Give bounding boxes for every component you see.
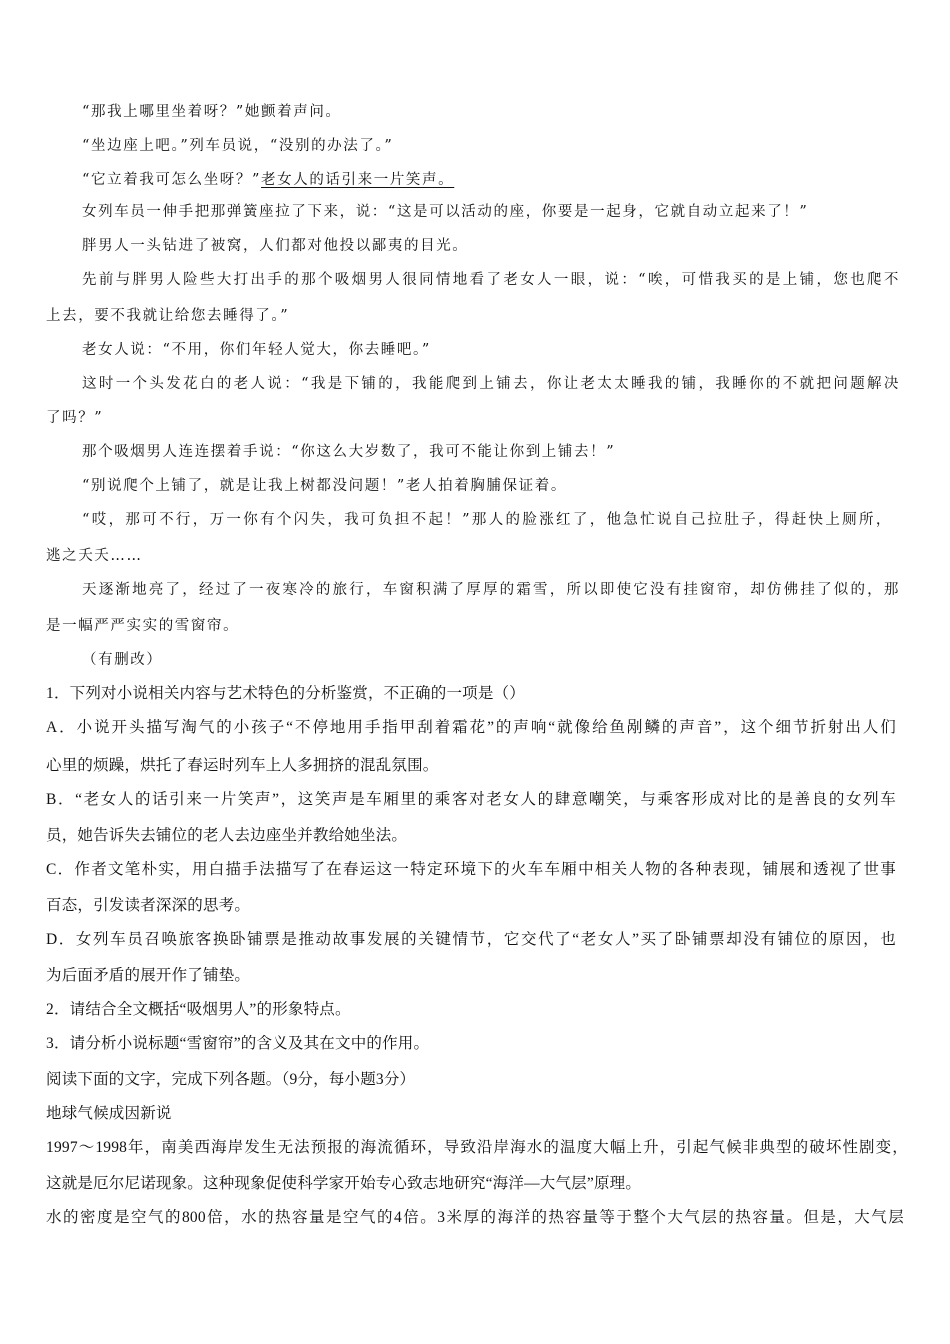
reading-paragraph-line: 这就是厄尔尼诺现象。这种现象促使科学家开始专心致志地研究“海洋—大气层”原理。	[46, 1175, 642, 1192]
story-paragraph: 女列车员一伸手把那弹簧座拉了下来，说：“这是可以活动的座，你要是一起身，它就自动立起来了！”	[82, 204, 809, 220]
story-paragraph: “别说爬个上铺了，就是让我上树都没问题！”老人拍着胸脯保证着。	[82, 478, 567, 494]
option-c-line: 百态，引发读者深深的思考。	[46, 897, 251, 914]
option-b-line: 员，她告诉失去铺位的老人去边座坐并教给她坐法。	[46, 827, 408, 844]
option-d-line: D．女列车员召唤旅客换卧铺票是推动故事发展的关键情节，它交代了“老女人”买了卧铺票却没有铺位的原因，也	[46, 931, 896, 948]
option-a-line: A．小说开头描写淘气的小孩子“不停地用手指甲刮着霜花”的声响“就像给鱼剐鳞的声音”，这个细节折射出人们	[46, 719, 896, 736]
story-paragraph-line: 这时一个头发花白的老人说：“我是下铺的，我能爬到上铺去，你让老太太睡我的铺，我睡你的不就把问题解决	[82, 376, 900, 392]
story-paragraph: 老女人说：“不用，你们年轻人觉大，你去睡吧。”	[82, 342, 431, 358]
story-paragraph-line: 先前与胖男人险些大打出手的那个吸烟男人很同情地看了老女人一眼，说：“唉，可惜我买的是上铺，您也爬不	[82, 272, 900, 288]
story-paragraph-line: “哎，那可不行，万一你有个闪失，我可负担不起！”那人的脸涨红了，他急忙说自己拉肚子，得赶快上厕所，	[82, 512, 892, 528]
option-d-line: 为后面矛盾的展开作了铺垫。	[46, 967, 251, 984]
story-paragraph-line: 上去，要不我就让给您去睡得了。”	[46, 308, 290, 324]
underlined-sentence: 老女人的话引来一片笑声。	[261, 172, 455, 188]
option-b-line: B．“老女人的话引来一片笑声”，这笑声是车厢里的乘客对老女人的肆意嘲笑，与乘客形成对比的是善良的女列车	[46, 791, 896, 808]
reading-title: 地球气候成因新说	[46, 1105, 172, 1122]
story-paragraph	[82, 168, 454, 192]
reading-paragraph-line: 1997～1998年，南美西海岸发生无法预报的海流循环，导致沿岸海水的温度大幅上升，引起气候非典型的破坏性剧变，	[46, 1139, 908, 1156]
option-c-line: C．作者文笔朴实，用白描手法描写了在春运这一特定环境下的火车车厢中相关人物的各种表现，铺展和透视了世事	[46, 861, 896, 878]
story-paragraph-line: 是一幅严严实实的雪窗帘。	[46, 618, 240, 634]
story-paragraph-line: 了吗？”	[46, 410, 104, 426]
story-paragraph: “那我上哪里坐着呀？”她颤着声问。	[82, 104, 342, 120]
story-paragraph: 那个吸烟男人连连摆着手说：“你这么大岁数了，我可不能让你到上铺去！”	[82, 444, 616, 460]
question-1: 1．下列对小说相关内容与艺术特色的分析鉴赏，不正确的一项是（）	[46, 685, 525, 702]
question-2: 2．请结合全文概括“吸烟男人”的形象特点。	[46, 1001, 351, 1018]
question-3: 3．请分析小说标题“雪窗帘”的含义及其在文中的作用。	[46, 1035, 430, 1052]
reading-paragraph-line: 水的密度是空气的800倍，水的热容量是空气的4倍。3米厚的海洋的热容量等于整个大气层的热容量。但是，大气层	[46, 1209, 904, 1226]
source-note: （有删改）	[82, 652, 163, 668]
story-paragraph-line: 天逐渐地亮了，经过了一夜寒冷的旅行，车窗积满了厚厚的霜雪，所以即使它没有挂窗帘，却仿佛挂了似的，那	[82, 582, 900, 598]
story-paragraph: “坐边座上吧。”列车员说，“没别的办法了。”	[82, 138, 394, 154]
option-a-line: 心里的烦躁，烘托了春运时列车上人多拥挤的混乱氛围。	[46, 757, 439, 774]
story-paragraph-line: 逃之夭夭……	[46, 548, 143, 564]
quote-text: “它立着我可怎么坐呀？”	[82, 172, 262, 188]
reading-instruction: 阅读下面的文字，完成下列各题。（9分，每小题3分）	[46, 1071, 416, 1088]
story-paragraph: 胖男人一头钻进了被窝，人们都对他投以鄙夷的目光。	[82, 238, 469, 254]
